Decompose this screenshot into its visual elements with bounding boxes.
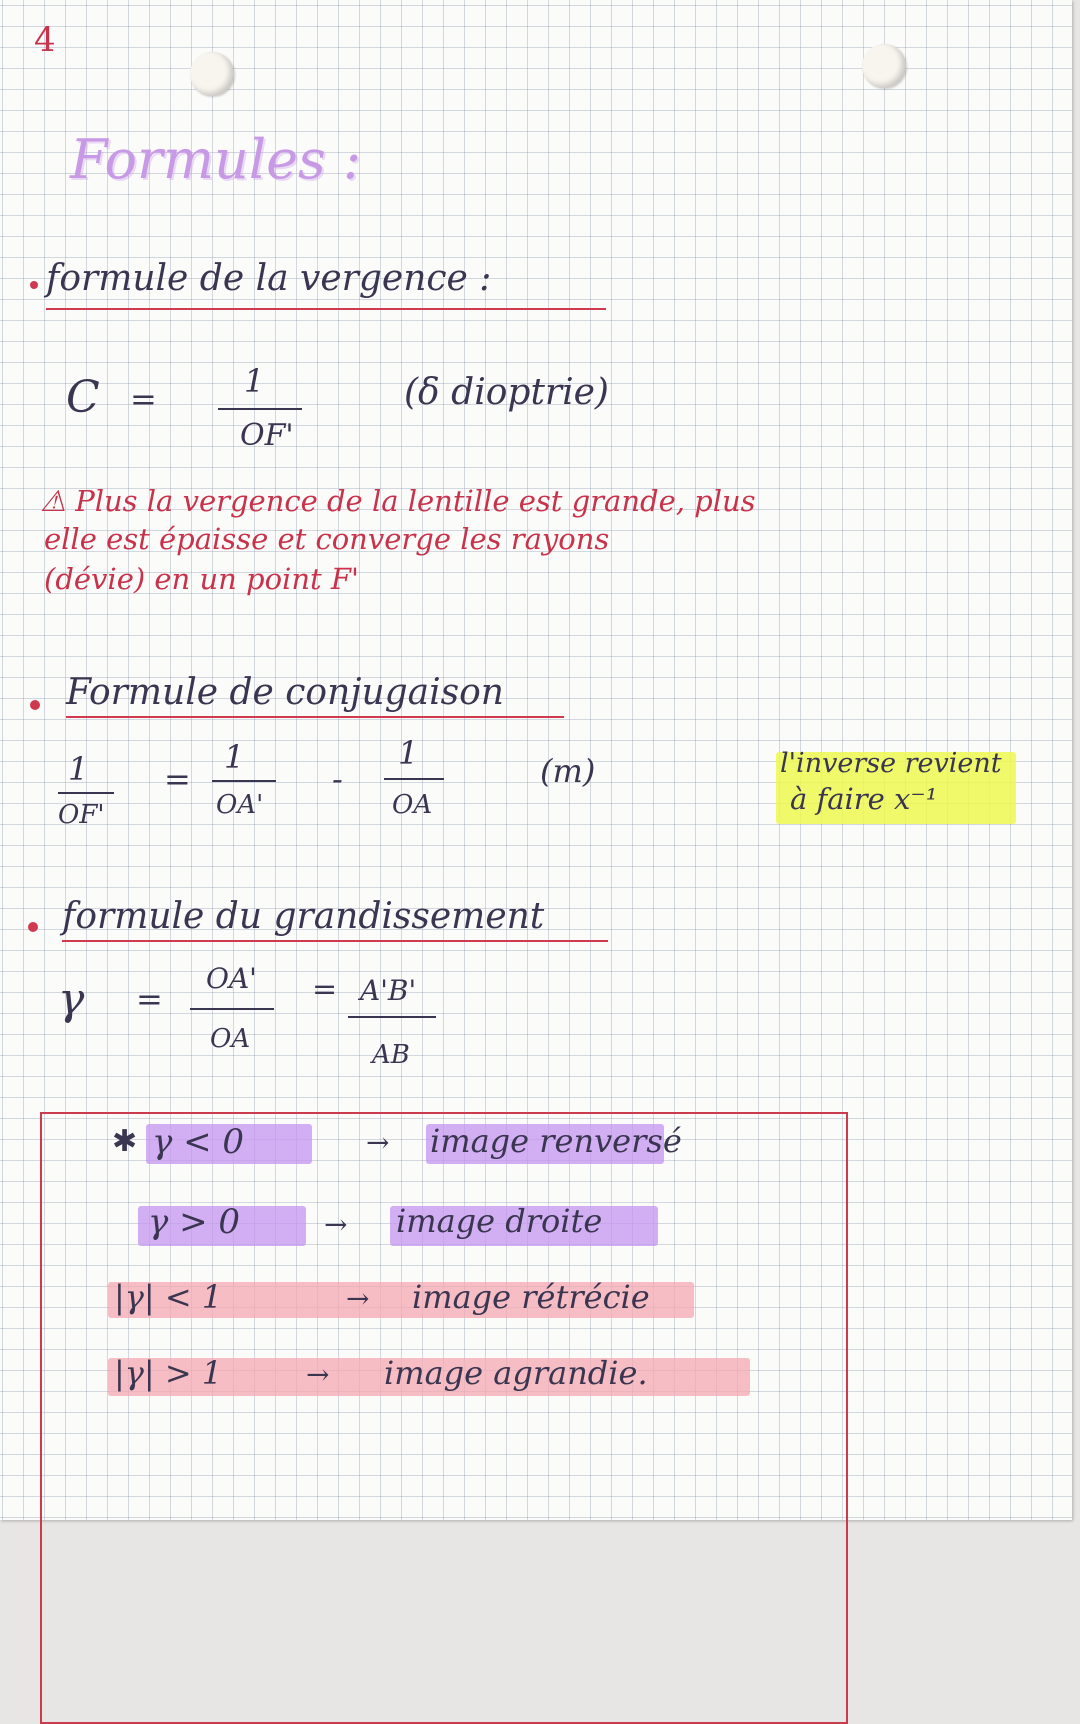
conjugaison-lhs-denominator: OF' xyxy=(58,800,105,830)
conjugaison-lhs-numerator: 1 xyxy=(68,750,89,788)
vergence-denominator: OF' xyxy=(240,418,294,453)
side-note-line-1: l'inverse revient xyxy=(780,748,1002,779)
grandissement-f2-denominator: AB xyxy=(372,1040,410,1070)
punch-hole-left xyxy=(190,52,234,96)
vergence-underline xyxy=(46,308,606,310)
rule-1-arrow: → xyxy=(366,1126,390,1159)
grandissement-lhs: γ xyxy=(58,974,85,1025)
rule-4-result: image agrandie. xyxy=(384,1354,648,1392)
vergence-unit: (δ dioptrie) xyxy=(404,372,609,413)
grandissement-f1-bar xyxy=(190,1008,274,1010)
grandissement-f2-bar xyxy=(348,1016,436,1018)
conjugaison-heading: Formule de conjugaison xyxy=(66,672,504,713)
rule-1-star: ✱ xyxy=(112,1124,138,1159)
side-note-line-2: à faire x⁻¹ xyxy=(790,782,938,816)
rule-2-condition: γ > 0 xyxy=(148,1202,241,1242)
vergence-note-line-1: ⚠ Plus la vergence de la lentille est grande, plus xyxy=(40,484,756,518)
conjugaison-t2-numerator: 1 xyxy=(398,734,419,772)
page-title: Formules : xyxy=(70,128,362,191)
conjugaison-t1-denominator: OA' xyxy=(216,790,264,820)
punch-hole-right xyxy=(862,44,906,88)
grandissement-underline xyxy=(62,940,608,942)
rule-3-arrow: → xyxy=(346,1282,370,1315)
rule-2-result: image droite xyxy=(396,1202,603,1240)
conjugaison-minus: - xyxy=(332,760,343,798)
grandissement-f1-denominator: OA xyxy=(210,1024,251,1054)
rule-1-result: image renversé xyxy=(430,1122,682,1160)
grandissement-f2-numerator: A'B' xyxy=(360,974,417,1007)
rule-3-condition: |γ| < 1 xyxy=(114,1278,223,1316)
conjugaison-t2-bar xyxy=(384,778,444,780)
grandissement-heading: formule du grandissement xyxy=(62,896,545,937)
bullet xyxy=(30,281,38,289)
grandissement-equals-2: = xyxy=(312,972,338,1007)
bullet xyxy=(30,700,40,710)
conjugaison-lhs-bar xyxy=(58,792,114,794)
rule-4-condition: |γ| > 1 xyxy=(114,1354,223,1392)
vergence-lhs: C xyxy=(66,372,100,423)
vergence-note-line-2: elle est épaisse et converge les rayons xyxy=(44,522,610,556)
conjugaison-unit: (m) xyxy=(540,752,596,790)
vergence-numerator: 1 xyxy=(244,362,265,400)
conjugaison-t1-numerator: 1 xyxy=(224,738,245,776)
rule-4-arrow: → xyxy=(306,1358,330,1391)
vergence-note-line-3: (dévie) en un point F' xyxy=(44,562,359,596)
rule-1-condition: γ < 0 xyxy=(152,1122,245,1162)
grandissement-f1-numerator: OA' xyxy=(206,962,257,995)
bullet xyxy=(28,922,38,932)
vergence-heading: formule de la vergence : xyxy=(46,258,492,299)
conjugaison-t2-denominator: OA xyxy=(392,790,433,820)
rule-3-result: image rétrécie xyxy=(412,1278,650,1316)
conjugaison-equals: = xyxy=(164,760,191,798)
vergence-fraction-bar xyxy=(218,408,302,410)
grandissement-equals-1: = xyxy=(136,980,163,1018)
rule-2-arrow: → xyxy=(324,1208,348,1241)
conjugaison-underline xyxy=(66,716,564,718)
vergence-equals: = xyxy=(130,380,157,418)
conjugaison-t1-bar xyxy=(212,780,276,782)
page-number: 4 xyxy=(34,20,56,60)
